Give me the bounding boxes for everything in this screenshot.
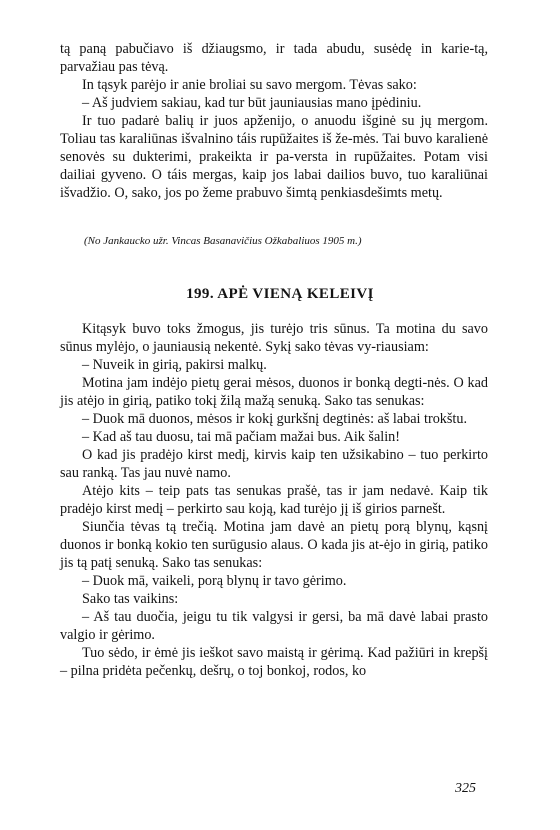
paragraph: Ir tuo padarė balių ir juos apženijo, o anuodu išginė su jų mergom. Toliau tas karaliūnas išvalnino táis rupūžaites iš že-mės. Tai buvo karalienė senovės su dukterimi, prakeikta ir pa-versta in rupūžaites. Potam visi dailiai gyveno. O táis mergas, kaip jos labai dailios buvo, tuo karaliūnai išvadžio. O, sako, jos po žeme prabuvo šimtą penkiasdešimts metų. [60, 113, 488, 201]
paragraph: – Duok mā, vaikeli, porą blynų ir tavo gėrimo. [82, 573, 347, 589]
paragraph: Tuo sėdo, ir ėmė jis ieškot savo maistą ir gėrimą. Kad pažiūri in krepšį – pilna pridėta pečenkų, dešrų, o toj bonkoj, rodos, ko [60, 645, 488, 679]
paragraph: Atėjo kits – teip pats tas senukas prašė, tas ir jam nedavė. Kaip tik pradėjo kirst medį – perkirto sau koją, kad turėjo jį iš girios parnešt. [60, 483, 488, 517]
page-number: 325 [455, 781, 476, 796]
paragraph: Motina jam indėjo pietų gerai mėsos, duonos ir bonką degti-nės. O kad jis atėjo in girią, patiko tokį žilą mažą senuką. Sako tas senukas: [60, 375, 488, 409]
paragraph: Siunčia tėvas tą trečią. Motina jam davė an pietų porą blynų, kąsnį duonos ir bonką kokio ten surūgusio alaus. O kada jis at-ėjo in girią, patiko jis tą patį senuką. Sako tas senukas: [60, 519, 488, 571]
paragraph: – Kad aš tau duosu, tai mā pačiam mažai bus. Aik šalin! [82, 429, 400, 445]
paragraph: In tąsyk parėjo ir anie broliai su savo mergom. Tėvas sako: [82, 77, 417, 93]
paragraph: – Nuveik in girią, pakirsi malkų. [82, 357, 267, 373]
section-title: 199. APĖ VIENĄ KELEIVĮ [186, 286, 374, 302]
paragraph: – Aš judviem sakiau, kad tur būt jauniausias mano įpėdiniu. [82, 95, 422, 111]
paragraph: tą paną pabučiavo iš džiaugsmo, ir tada abudu, susėdę in karie-tą, parvažiau pas tėvą. [60, 41, 488, 75]
previous-story-ending [60, 40, 488, 202]
paragraph: Sako tas vaikins: [82, 591, 179, 607]
paragraph: – Duok mā duonos, mėsos ir kokį gurkšnį degtinės: aš labai trokštu. [82, 411, 467, 427]
paragraph: – Aš tau duočia, jeigu tu tik valgysi ir gersi, ba mā davė labai prasto valgio ir gėrimo. [60, 609, 488, 643]
paragraph: O kad jis pradėjo kirst medį, kirvis kaip ten užsikabino – tuo perkirto sau ranką. Tas jau nuvė namo. [60, 447, 488, 481]
source-note: (No Jankaucko užr. Vincas Basanavičius Ožkabaliuos 1905 m.) [84, 235, 362, 247]
paragraph: Kitąsyk buvo toks žmogus, jis turėjo tris sūnus. Ta motina du savo sūnus mylėjo, o jauniausią nekentė. Sykį sako tėvas vy-riausiam: [60, 321, 488, 355]
story-body [60, 320, 488, 680]
